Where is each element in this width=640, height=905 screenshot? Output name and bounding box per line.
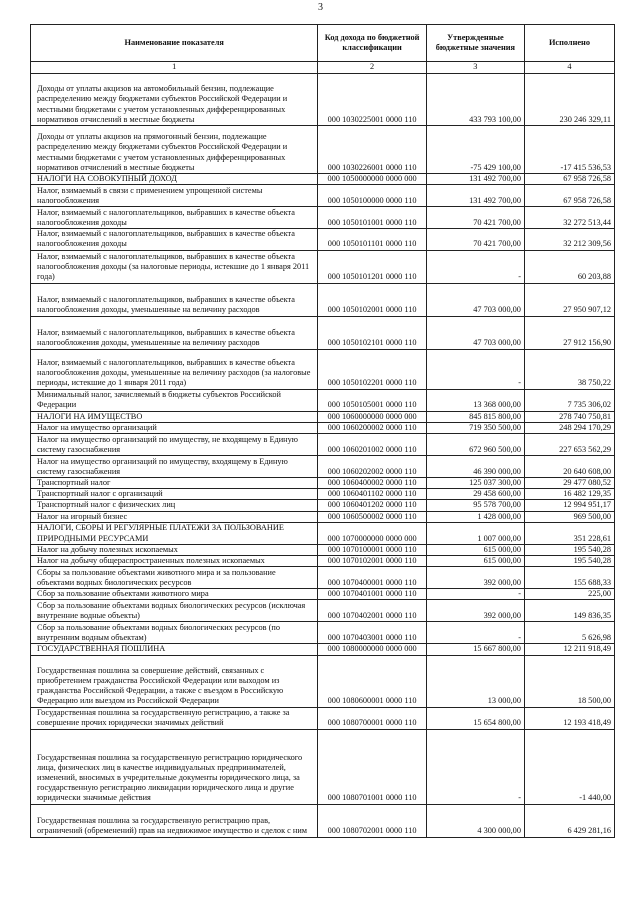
row-name-cell: Доходы от уплаты акцизов на прямогонный бензин, подлежащие распределению между бюджетами субъектов Российской Федерации и местными бюджетами с учетом установленных дифференцированных нормативов отчислений в местные бюджеты bbox=[31, 126, 318, 174]
header-code: Код дохода по бюджетной классификации bbox=[318, 25, 426, 62]
row-plan-cell: 1 428 000,00 bbox=[426, 511, 524, 522]
row-exec-cell: 29 477 080,52 bbox=[524, 478, 614, 489]
row-name-cell: Государственная пошлина за государственную регистрацию прав, ограничений (обременений) прав на недвижимое имущество и сделок с ним bbox=[31, 804, 318, 837]
table-row bbox=[31, 600, 615, 622]
row-code-cell: 000 1070402001 0000 110 bbox=[318, 600, 426, 622]
row-plan-cell: 46 390 000,00 bbox=[426, 456, 524, 478]
row-code-cell: 000 1060400002 0000 110 bbox=[318, 478, 426, 489]
table-row bbox=[31, 544, 615, 555]
table-row bbox=[31, 316, 615, 349]
table-row bbox=[31, 522, 615, 544]
table-row bbox=[31, 644, 615, 655]
row-exec-cell: 16 482 129,35 bbox=[524, 489, 614, 500]
row-exec-cell: 20 640 608,00 bbox=[524, 456, 614, 478]
row-plan-cell: 131 492 700,00 bbox=[426, 185, 524, 207]
row-code-cell: 000 1080700001 0000 110 bbox=[318, 707, 426, 729]
row-exec-cell: 7 735 306,02 bbox=[524, 389, 614, 411]
row-plan-cell: 433 793 100,00 bbox=[426, 74, 524, 126]
table-row bbox=[31, 422, 615, 433]
column-number-row bbox=[31, 62, 615, 74]
row-code-cell: 000 1060401102 0000 110 bbox=[318, 489, 426, 500]
row-name-cell: Государственная пошлина за государственную регистрацию юридического лица, физических лиц в качестве индивидуальных предпринимателей, изменений, вносимых в учредительные документы юридического лица, за государственную регистрацию ликвидации юридического лица и другие юридически значимые действия bbox=[31, 729, 318, 804]
table-row bbox=[31, 207, 615, 229]
row-exec-cell: 12 994 951,17 bbox=[524, 500, 614, 511]
row-code-cell: 000 1030226001 0000 110 bbox=[318, 126, 426, 174]
row-name-cell: Налог на имущество организаций bbox=[31, 422, 318, 433]
row-exec-cell: 27 950 907,12 bbox=[524, 283, 614, 316]
row-code-cell: 000 1070000000 0000 000 bbox=[318, 522, 426, 544]
row-plan-cell: 29 458 600,00 bbox=[426, 489, 524, 500]
row-code-cell: 000 1060000000 0000 000 bbox=[318, 411, 426, 422]
row-exec-cell: 6 429 281,16 bbox=[524, 804, 614, 837]
row-exec-cell: 278 740 750,81 bbox=[524, 411, 614, 422]
row-exec-cell: 248 294 170,29 bbox=[524, 422, 614, 433]
row-plan-cell: 392 000,00 bbox=[426, 600, 524, 622]
row-exec-cell: 67 958 726,58 bbox=[524, 174, 614, 185]
row-exec-cell: -1 440,00 bbox=[524, 729, 614, 804]
row-code-cell: 000 1080702001 0000 110 bbox=[318, 804, 426, 837]
row-exec-cell: 195 540,28 bbox=[524, 556, 614, 567]
row-name-cell: Транспортный налог с физических лиц bbox=[31, 500, 318, 511]
row-plan-cell: 70 421 700,00 bbox=[426, 229, 524, 250]
row-name-cell: Налог, взимаемый с налогоплательщиков, выбравших в качестве объекта налогообложения доходы (за налоговые периоды, истекшие до 1 января 2011 года) bbox=[31, 250, 318, 283]
row-code-cell: 000 1050000000 0000 000 bbox=[318, 174, 426, 185]
row-plan-cell: 615 000,00 bbox=[426, 556, 524, 567]
table-row bbox=[31, 126, 615, 174]
table-row bbox=[31, 589, 615, 600]
header-name: Наименование показателя bbox=[31, 25, 318, 62]
row-name-cell: Минимальный налог, зачисляемый в бюджеты субъектов Российской Федерации bbox=[31, 389, 318, 411]
row-exec-cell: 5 626,98 bbox=[524, 622, 614, 644]
row-name-cell: Государственная пошлина за государственную регистрацию, а также за совершение прочих юридически значимых действий bbox=[31, 707, 318, 729]
row-code-cell: 000 1070102001 0000 110 bbox=[318, 556, 426, 567]
row-name-cell: Налог, взимаемый с налогоплательщиков, выбравших в качестве объекта налогообложения доходы, уменьшенные на величину расходов bbox=[31, 283, 318, 316]
table-row bbox=[31, 556, 615, 567]
table-row bbox=[31, 283, 615, 316]
row-code-cell: 000 1050101201 0000 110 bbox=[318, 250, 426, 283]
row-exec-cell: 18 500,00 bbox=[524, 655, 614, 707]
table-row bbox=[31, 456, 615, 478]
row-exec-cell: 225,00 bbox=[524, 589, 614, 600]
row-plan-cell: 615 000,00 bbox=[426, 544, 524, 555]
row-code-cell: 000 1050101001 0000 110 bbox=[318, 207, 426, 229]
table-row bbox=[31, 478, 615, 489]
row-name-cell: Налог, взимаемый с налогоплательщиков, выбравших в качестве объекта налогообложения доходы bbox=[31, 229, 318, 250]
row-code-cell: 000 1080600001 0000 110 bbox=[318, 655, 426, 707]
row-plan-cell: 719 350 500,00 bbox=[426, 422, 524, 433]
row-name-cell: Доходы от уплаты акцизов на автомобильный бензин, подлежащие распределению между бюджетами субъектов Российской Федерации и местными бюджетами с учетом установленных дифференцированных нормативов отчислений в местные бюджеты bbox=[31, 74, 318, 126]
page-number: 3 bbox=[318, 2, 323, 13]
row-plan-cell: 15 654 800,00 bbox=[426, 707, 524, 729]
row-exec-cell: 32 272 513,44 bbox=[524, 207, 614, 229]
table-row bbox=[31, 655, 615, 707]
table-row bbox=[31, 74, 615, 126]
row-exec-cell: 38 750,22 bbox=[524, 349, 614, 389]
row-plan-cell: 47 703 000,00 bbox=[426, 283, 524, 316]
row-plan-cell: 70 421 700,00 bbox=[426, 207, 524, 229]
row-exec-cell: -17 415 536,53 bbox=[524, 126, 614, 174]
row-code-cell: 000 1060202002 0000 110 bbox=[318, 456, 426, 478]
row-code-cell: 000 1030225001 0000 110 bbox=[318, 74, 426, 126]
table-row bbox=[31, 250, 615, 283]
row-code-cell: 000 1050105001 0000 110 bbox=[318, 389, 426, 411]
table-row bbox=[31, 185, 615, 207]
row-code-cell: 000 1060500002 0000 110 bbox=[318, 511, 426, 522]
row-name-cell: Государственная пошлина за совершение действий, связанных с приобретением гражданства Российской Федерации или выходом из гражданства Российской Федерации, а также с въездом в Российскую Федерацию или выездом из Российской Федерации bbox=[31, 655, 318, 707]
row-plan-cell: 47 703 000,00 bbox=[426, 316, 524, 349]
row-code-cell: 000 1070401001 0000 110 bbox=[318, 589, 426, 600]
row-code-cell: 000 1060401202 0000 110 bbox=[318, 500, 426, 511]
row-plan-cell: - bbox=[426, 622, 524, 644]
row-name-cell: Налог на имущество организаций по имуществу, не входящему в Единую систему газоснабжения bbox=[31, 434, 318, 456]
table-row bbox=[31, 489, 615, 500]
row-name-cell: Налог на игорный бизнес bbox=[31, 511, 318, 522]
row-name-cell: Налог на добычу общераспространенных полезных ископаемых bbox=[31, 556, 318, 567]
table-body bbox=[31, 74, 615, 838]
table-row bbox=[31, 411, 615, 422]
table-row bbox=[31, 729, 615, 804]
row-plan-cell: 125 037 300,00 bbox=[426, 478, 524, 489]
row-exec-cell: 969 500,00 bbox=[524, 511, 614, 522]
row-plan-cell: 1 007 000,00 bbox=[426, 522, 524, 544]
row-name-cell: НАЛОГИ НА ИМУЩЕСТВО bbox=[31, 411, 318, 422]
row-code-cell: 000 1050102101 0000 110 bbox=[318, 316, 426, 349]
table-row bbox=[31, 707, 615, 729]
row-name-cell: Налог, взимаемый в связи с применением упрощенной системы налогообложения bbox=[31, 185, 318, 207]
row-code-cell: 000 1070403001 0000 110 bbox=[318, 622, 426, 644]
row-code-cell: 000 1050100000 0000 110 bbox=[318, 185, 426, 207]
row-name-cell: Сбор за пользование объектами животного мира bbox=[31, 589, 318, 600]
row-exec-cell: 351 228,61 bbox=[524, 522, 614, 544]
row-code-cell: 000 1080701001 0000 110 bbox=[318, 729, 426, 804]
row-plan-cell: - bbox=[426, 729, 524, 804]
row-name-cell: Сбор за пользование объектами водных биологических ресурсов (по внутренним водным объектам) bbox=[31, 622, 318, 644]
row-name-cell: Налог на добычу полезных ископаемых bbox=[31, 544, 318, 555]
row-name-cell: ГОСУДАРСТВЕННАЯ ПОШЛИНА bbox=[31, 644, 318, 655]
row-plan-cell: 672 960 500,00 bbox=[426, 434, 524, 456]
row-exec-cell: 12 193 418,49 bbox=[524, 707, 614, 729]
table-row bbox=[31, 500, 615, 511]
row-plan-cell: - bbox=[426, 589, 524, 600]
table-row bbox=[31, 567, 615, 589]
row-exec-cell: 60 203,88 bbox=[524, 250, 614, 283]
row-name-cell: Транспортный налог bbox=[31, 478, 318, 489]
row-code-cell: 000 1060200002 0000 110 bbox=[318, 422, 426, 433]
table-header-row bbox=[31, 25, 615, 62]
row-exec-cell: 155 688,33 bbox=[524, 567, 614, 589]
row-exec-cell: 149 836,35 bbox=[524, 600, 614, 622]
budget-revenue-table bbox=[30, 24, 615, 838]
row-plan-cell: - bbox=[426, 250, 524, 283]
table-row bbox=[31, 804, 615, 837]
row-name-cell: Транспортный налог с организаций bbox=[31, 489, 318, 500]
table-row bbox=[31, 174, 615, 185]
row-name-cell: Налог на имущество организаций по имуществу, входящему в Единую систему газоснабжения bbox=[31, 456, 318, 478]
row-plan-cell: 95 578 700,00 bbox=[426, 500, 524, 511]
table-row bbox=[31, 229, 615, 250]
row-exec-cell: 32 212 309,56 bbox=[524, 229, 614, 250]
row-name-cell: Сбор за пользование объектами водных биологических ресурсов (исключая внутренние водные объекты) bbox=[31, 600, 318, 622]
row-plan-cell: 131 492 700,00 bbox=[426, 174, 524, 185]
table-row bbox=[31, 622, 615, 644]
row-code-cell: 000 1050101101 0000 110 bbox=[318, 229, 426, 250]
table-row bbox=[31, 389, 615, 411]
row-code-cell: 000 1080000000 0000 000 bbox=[318, 644, 426, 655]
header-exec: Исполнено bbox=[524, 25, 614, 62]
row-exec-cell: 27 912 156,90 bbox=[524, 316, 614, 349]
table-row bbox=[31, 511, 615, 522]
row-plan-cell: - bbox=[426, 349, 524, 389]
row-code-cell: 000 1060201002 0000 110 bbox=[318, 434, 426, 456]
row-code-cell: 000 1050102201 0000 110 bbox=[318, 349, 426, 389]
row-exec-cell: 67 958 726,58 bbox=[524, 185, 614, 207]
row-exec-cell: 227 653 562,29 bbox=[524, 434, 614, 456]
table-row bbox=[31, 349, 615, 389]
row-name-cell: НАЛОГИ, СБОРЫ И РЕГУЛЯРНЫЕ ПЛАТЕЖИ ЗА ПОЛЬЗОВАНИЕ ПРИРОДНЫМИ РЕСУРСАМИ bbox=[31, 522, 318, 544]
row-name-cell: Налог, взимаемый с налогоплательщиков, выбравших в качестве объекта налогообложения доходы, уменьшенные на величину расходов bbox=[31, 316, 318, 349]
col-number: 1 bbox=[31, 62, 318, 74]
row-name-cell: Налог, взимаемый с налогоплательщиков, выбравших в качестве объекта налогообложения доходы, уменьшенные на величину расходов (за налоговые периоды, истекшие до 1 января 2011 года) bbox=[31, 349, 318, 389]
row-exec-cell: 12 211 918,49 bbox=[524, 644, 614, 655]
header-plan: Утвержденные бюджетные значения bbox=[426, 25, 524, 62]
row-plan-cell: -75 429 100,00 bbox=[426, 126, 524, 174]
col-number: 3 bbox=[426, 62, 524, 74]
row-code-cell: 000 1070100001 0000 110 bbox=[318, 544, 426, 555]
row-plan-cell: 15 667 800,00 bbox=[426, 644, 524, 655]
row-plan-cell: 13 000,00 bbox=[426, 655, 524, 707]
col-number: 2 bbox=[318, 62, 426, 74]
row-plan-cell: 845 815 800,00 bbox=[426, 411, 524, 422]
row-code-cell: 000 1050102001 0000 110 bbox=[318, 283, 426, 316]
row-exec-cell: 230 246 329,11 bbox=[524, 74, 614, 126]
row-code-cell: 000 1070400001 0000 110 bbox=[318, 567, 426, 589]
row-exec-cell: 195 540,28 bbox=[524, 544, 614, 555]
table-row bbox=[31, 434, 615, 456]
row-name-cell: Сборы за пользование объектами животного мира и за пользование объектами водных биологических ресурсов bbox=[31, 567, 318, 589]
row-plan-cell: 13 368 000,00 bbox=[426, 389, 524, 411]
row-name-cell: НАЛОГИ НА СОВОКУПНЫЙ ДОХОД bbox=[31, 174, 318, 185]
row-plan-cell: 4 300 000,00 bbox=[426, 804, 524, 837]
row-name-cell: Налог, взимаемый с налогоплательщиков, выбравших в качестве объекта налогообложения доходы bbox=[31, 207, 318, 229]
col-number: 4 bbox=[524, 62, 614, 74]
row-plan-cell: 392 000,00 bbox=[426, 567, 524, 589]
